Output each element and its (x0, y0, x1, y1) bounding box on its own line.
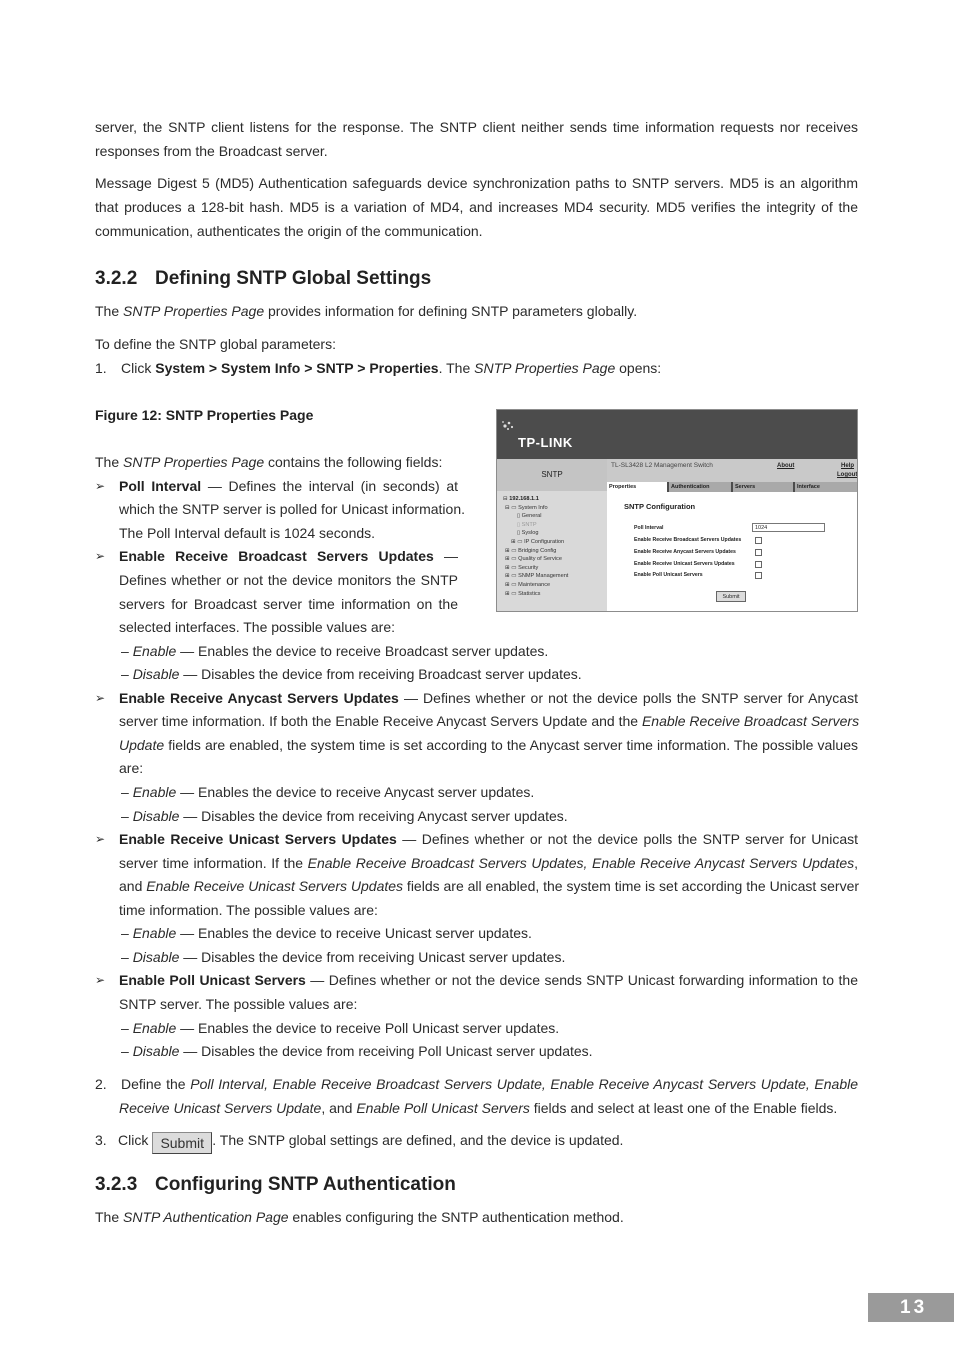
fields-intro: The SNTP Properties Page contains the following fields: (95, 454, 443, 470)
anycast-label: Enable Receive Anycast Servers Updates (634, 549, 736, 555)
poll-interval-line-2: which the SNTP server is polled for Unicast information. (119, 501, 465, 517)
poll-unicast-disable: – Disable — Disables the device from receiving Poll Unicast server updates. (121, 1043, 593, 1059)
anycast-line-4: are: (119, 760, 144, 776)
poll-unicast-line-2: SNTP server. The possible values are: (119, 996, 358, 1012)
tab-servers[interactable]: Servers (731, 482, 793, 492)
section-number: 3.2.2 (95, 268, 138, 289)
tab-interface[interactable]: Interface (793, 482, 858, 492)
logout-link[interactable]: Logout (837, 472, 858, 478)
tree-item-security[interactable]: ⊞ ▭ Security (505, 564, 539, 571)
left-panel-title: SNTP (497, 459, 607, 491)
anycast-line-2: server time information. If both the Enable Receive Anycast Servers Update and the Enable Receive Broadcast Servers (119, 713, 860, 729)
unicast-label: Enable Receive Unicast Servers Updates (634, 561, 735, 567)
tree-item-maintenance[interactable]: ⊞ ▭ Maintenance (505, 581, 551, 588)
broadcast-line-1: Enable Receive Broadcast Servers Updates — (119, 548, 458, 564)
tree-item-qos[interactable]: ⊞ ▭ Quality of Service (505, 556, 562, 563)
tab-bar (607, 482, 858, 492)
broadcast-checkbox[interactable] (755, 537, 762, 544)
step-2-number: 2. (95, 1076, 107, 1092)
poll-interval-input[interactable]: 1024 (752, 523, 825, 532)
unicast-disable: – Disable — Disables the device from receiving Unicast server updates. (121, 949, 566, 965)
poll-unicast-line-1: Enable Poll Unicast Servers — Defines whether or not the device sends SNTP Unicast forwarding information to the (119, 972, 858, 988)
poll-unicast-label: Enable Poll Unicast Servers (634, 572, 703, 578)
banner (497, 410, 858, 459)
left-panel (497, 459, 607, 612)
logo-swirl-icon (499, 418, 517, 432)
tree-item-ip-config[interactable]: ⊞ ▭ IP Configuration (511, 538, 565, 545)
bullet-arrow-icon: ➢ (95, 549, 106, 563)
sntp-properties-screenshot (496, 409, 858, 612)
nav-tree (503, 495, 568, 598)
section-heading-3-2-3 (95, 1174, 456, 1196)
anycast-disable: – Disable — Disables the device from receiving Anycast server updates. (121, 808, 568, 824)
broadcast-line-2: Defines whether or not the device monitors the SNTP (119, 572, 458, 588)
page-number: 13 (868, 1293, 954, 1322)
poll-interval-line-1: Poll Interval — Defines the interval (in seconds) at (119, 478, 458, 494)
figure-submit-button[interactable]: Submit (716, 591, 746, 602)
menu-path: System > System Info > SNTP > Properties (155, 360, 439, 376)
paragraph-properties-intro: The SNTP Properties Page provides information for defining SNTP parameters globally. (95, 303, 638, 319)
bullet-arrow-icon: ➢ (95, 691, 106, 705)
poll-unicast-checkbox[interactable] (755, 572, 762, 579)
step-3: Click Submit . The SNTP global settings are defined, and the device is updated. (118, 1130, 623, 1154)
tree-item-statistics[interactable]: ⊞ ▭ Statistics (505, 590, 541, 597)
help-link[interactable]: Help (841, 463, 855, 469)
config-title: SNTP Configuration (624, 502, 696, 511)
unicast-line-4: time information. The possible values are: (119, 902, 378, 918)
section-heading-3-2-2 (95, 268, 431, 290)
tree-item-root[interactable]: ⊟ 192.168.1.1 (503, 496, 539, 502)
paragraph-auth-intro: The SNTP Authentication Page enables configuring the SNTP authentication method. (95, 1209, 624, 1225)
about-link[interactable]: About (777, 463, 795, 469)
anycast-line-1: Enable Receive Anycast Servers Updates — Defines whether or not the device polls the SNTP server for Anycast (119, 690, 858, 706)
step-3-number: 3. (95, 1132, 107, 1148)
paragraph-md5: Message Digest 5 (MD5) Authentication safeguards device synchronization paths to SNTP servers. MD5 is an algorithm that produces a 128-bit hash. MD5 is a variation of MD4, and increases MD4 security. MD5 verifies the integrity of the communication, authenticates the origin of the communication. (95, 175, 858, 239)
anycast-enable: – Enable — Enables the device to receive Anycast server updates. (121, 784, 535, 800)
unicast-enable: – Enable — Enables the device to receive Unicast server updates. (121, 925, 532, 941)
poll-interval-label: Poll Interval (634, 525, 664, 531)
config-panel (607, 492, 858, 612)
poll-unicast-enable: – Enable — Enables the device to receive Poll Unicast server updates. (121, 1020, 560, 1036)
poll-interval-line-3: The Poll Interval default is 1024 seconds. (119, 525, 376, 541)
submit-button-image: Submit (152, 1132, 212, 1154)
section-number: 3.2.3 (95, 1174, 138, 1195)
section-title: Configuring SNTP Authentication (155, 1174, 456, 1195)
product-name: TL-SL3428 L2 Management Switch (611, 462, 713, 469)
tree-item-general[interactable]: ▯ General (517, 513, 542, 520)
step-2-line-1: Define the Poll Interval, Enable Receive Broadcast Servers Update, Enable Receive Anycast Servers Update, Enable (121, 1076, 859, 1092)
tree-item-sntp[interactable]: ▯ SNTP (517, 521, 537, 528)
bullet-arrow-icon: ➢ (95, 832, 106, 846)
unicast-checkbox[interactable] (755, 561, 762, 568)
bullet-arrow-icon: ➢ (95, 973, 106, 987)
anycast-line-3: Update fields are enabled, the system time is set according to the Anycast server time information. The possible values (119, 737, 858, 753)
unicast-line-2: server time information. If the Enable Receive Broadcast Servers Updates, Enable Receive Anycast Servers Updates, (119, 855, 859, 871)
unicast-line-1: Enable Receive Unicast Servers Updates — Defines whether or not the device polls the SNTP server for Unicast (119, 831, 858, 847)
bullet-arrow-icon: ➢ (95, 479, 106, 493)
broadcast-enable: – Enable — Enables the device to receive Broadcast server updates. (121, 643, 549, 659)
paragraph-sntp-client: server, the SNTP client listens for the response. The SNTP client neither sends time information requests nor receives responses from the Broadcast server. (95, 119, 858, 159)
section-title: Defining SNTP Global Settings (155, 268, 432, 289)
tp-link-logo: TP-LINK (518, 435, 573, 450)
tree-item-snmp[interactable]: ⊞ ▭ SNMP Management (505, 573, 569, 580)
top-bar (607, 459, 858, 482)
tree-item-syslog[interactable]: ▯ Syslog (517, 530, 539, 537)
broadcast-line-4: selected interfaces. The possible values are: (119, 619, 396, 635)
step-2-line-2: Receive Unicast Servers Update, and Enable Poll Unicast Servers fields and select at least one of the Enable fields. (119, 1100, 838, 1116)
broadcast-disable: – Disable — Disables the device from receiving Broadcast server updates. (121, 666, 582, 682)
unicast-line-3: and Enable Receive Unicast Servers Updates fields are all enabled, the system time is set according the Unicast server (119, 878, 860, 894)
paragraph-define-params: To define the SNTP global parameters: (95, 336, 336, 352)
step-1: Click System > System Info > SNTP > Properties. The SNTP Properties Page opens: (121, 360, 662, 376)
figure-caption: Figure 12: SNTP Properties Page (95, 407, 314, 423)
broadcast-line-3: servers for Broadcast server time information on the (119, 596, 458, 612)
broadcast-label: Enable Receive Broadcast Servers Updates (634, 537, 742, 543)
tab-authentication[interactable]: Authentication (667, 482, 731, 492)
tree-item-bridging[interactable]: ⊞ ▭ Bridging Config (505, 547, 557, 554)
step-1-number: 1. (95, 360, 107, 376)
tree-item-system-info[interactable]: ⊟ ▭ System Info (505, 504, 548, 511)
anycast-checkbox[interactable] (755, 549, 762, 556)
tab-properties[interactable]: Properties (607, 482, 667, 492)
